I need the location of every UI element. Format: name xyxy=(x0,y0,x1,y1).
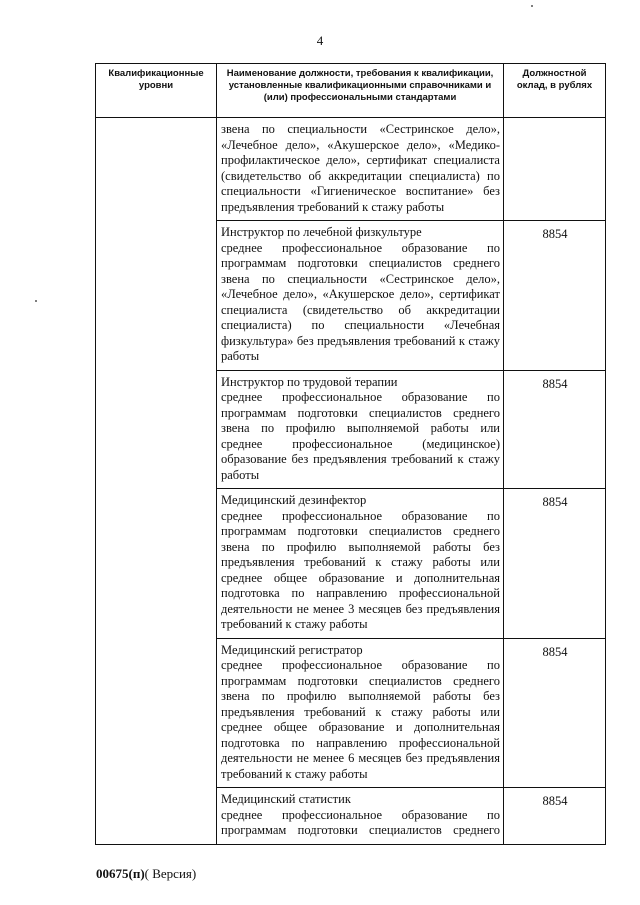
header-level: Квалификационные уровни xyxy=(96,64,217,118)
position-title: Медицинский дезинфектор xyxy=(221,493,367,507)
salary-cell: 8854 xyxy=(504,370,606,489)
position-requirements: звена по специальности «Сестринское дело», «Лечебное дело», «Акушерское дело», «Медико-профилактическое дело», сертификат специалиста (свидетельство об аккредитации специалиста) по специальности «Гигиеническое воспитание» без предъявления требований к стажу работы xyxy=(221,122,500,214)
position-cell xyxy=(217,118,504,221)
header-salary: Должностной оклад, в рублях xyxy=(504,64,606,118)
position-title: Инструктор по лечебной физкультуре xyxy=(221,225,422,239)
salary-cell: 8854 xyxy=(504,489,606,639)
table-row xyxy=(96,118,606,221)
position-cell xyxy=(217,489,504,639)
position-requirements: среднее профессиональное образование по программам подготовки специалистов среднего звена по профилю выполняемой работы без предъявления требований к стажу работы или среднее общее образование и дополнительная подготовка по направлению профессиональной деятельности не менее 3 месяцев без предъявления требований к стажу работы xyxy=(221,508,500,631)
qualification-table xyxy=(95,63,606,845)
document-code-number: 00675(п) xyxy=(96,866,145,881)
position-title: Медицинский регистратор xyxy=(221,642,363,657)
position-requirements: среднее профессиональное образование по программам подготовки специалистов среднего звена по специальности «Сестринское дело», «Лечебное дело», «Акушерское дело», сертификат специалиста (свидетельство об аккредитации специалиста) по специальности «Лечебная физкультура» без предъявления требований к стажу работы xyxy=(221,240,500,363)
position-cell xyxy=(217,370,504,489)
salary-cell: 8854 xyxy=(504,788,606,845)
position-cell xyxy=(217,788,504,845)
document-version-label: ( Версия) xyxy=(144,866,197,881)
position-title: Инструктор по трудовой терапии xyxy=(221,374,398,389)
level-cell xyxy=(96,118,217,845)
document-code xyxy=(96,866,196,882)
position-title: Медицинский статистик xyxy=(221,792,351,806)
table-header-row xyxy=(96,64,606,118)
salary-cell xyxy=(504,118,606,221)
position-requirements: среднее профессиональное образование по программам подготовки специалистов среднего звена по профилю выполняемой работы без предъявления требований к стажу работы или среднее общее образование и дополнительная подготовка по направлению профессиональной деятельности не менее 6 месяцев без предъявления требований к стажу работы xyxy=(221,658,500,781)
position-requirements: среднее профессиональное образование по программам подготовки специалистов среднего звена по профилю выполняемой работы или среднее профессиональное (медицинское) образование без предъявления требований к стажу работы xyxy=(221,390,500,482)
page-number: 4 xyxy=(316,33,324,48)
salary-cell: 8854 xyxy=(504,638,606,788)
salary-cell: 8854 xyxy=(504,221,606,371)
scan-speck xyxy=(531,5,533,7)
position-cell xyxy=(217,638,504,788)
scan-speck xyxy=(35,300,37,302)
position-cell xyxy=(217,221,504,371)
header-position-name: Наименование должности, требования к квалификации, установленные квалификационными справочниками и (или) профессиональными стандартами xyxy=(217,64,504,118)
position-requirements: среднее профессиональное образование по программам подготовки специалистов среднего xyxy=(221,807,500,837)
